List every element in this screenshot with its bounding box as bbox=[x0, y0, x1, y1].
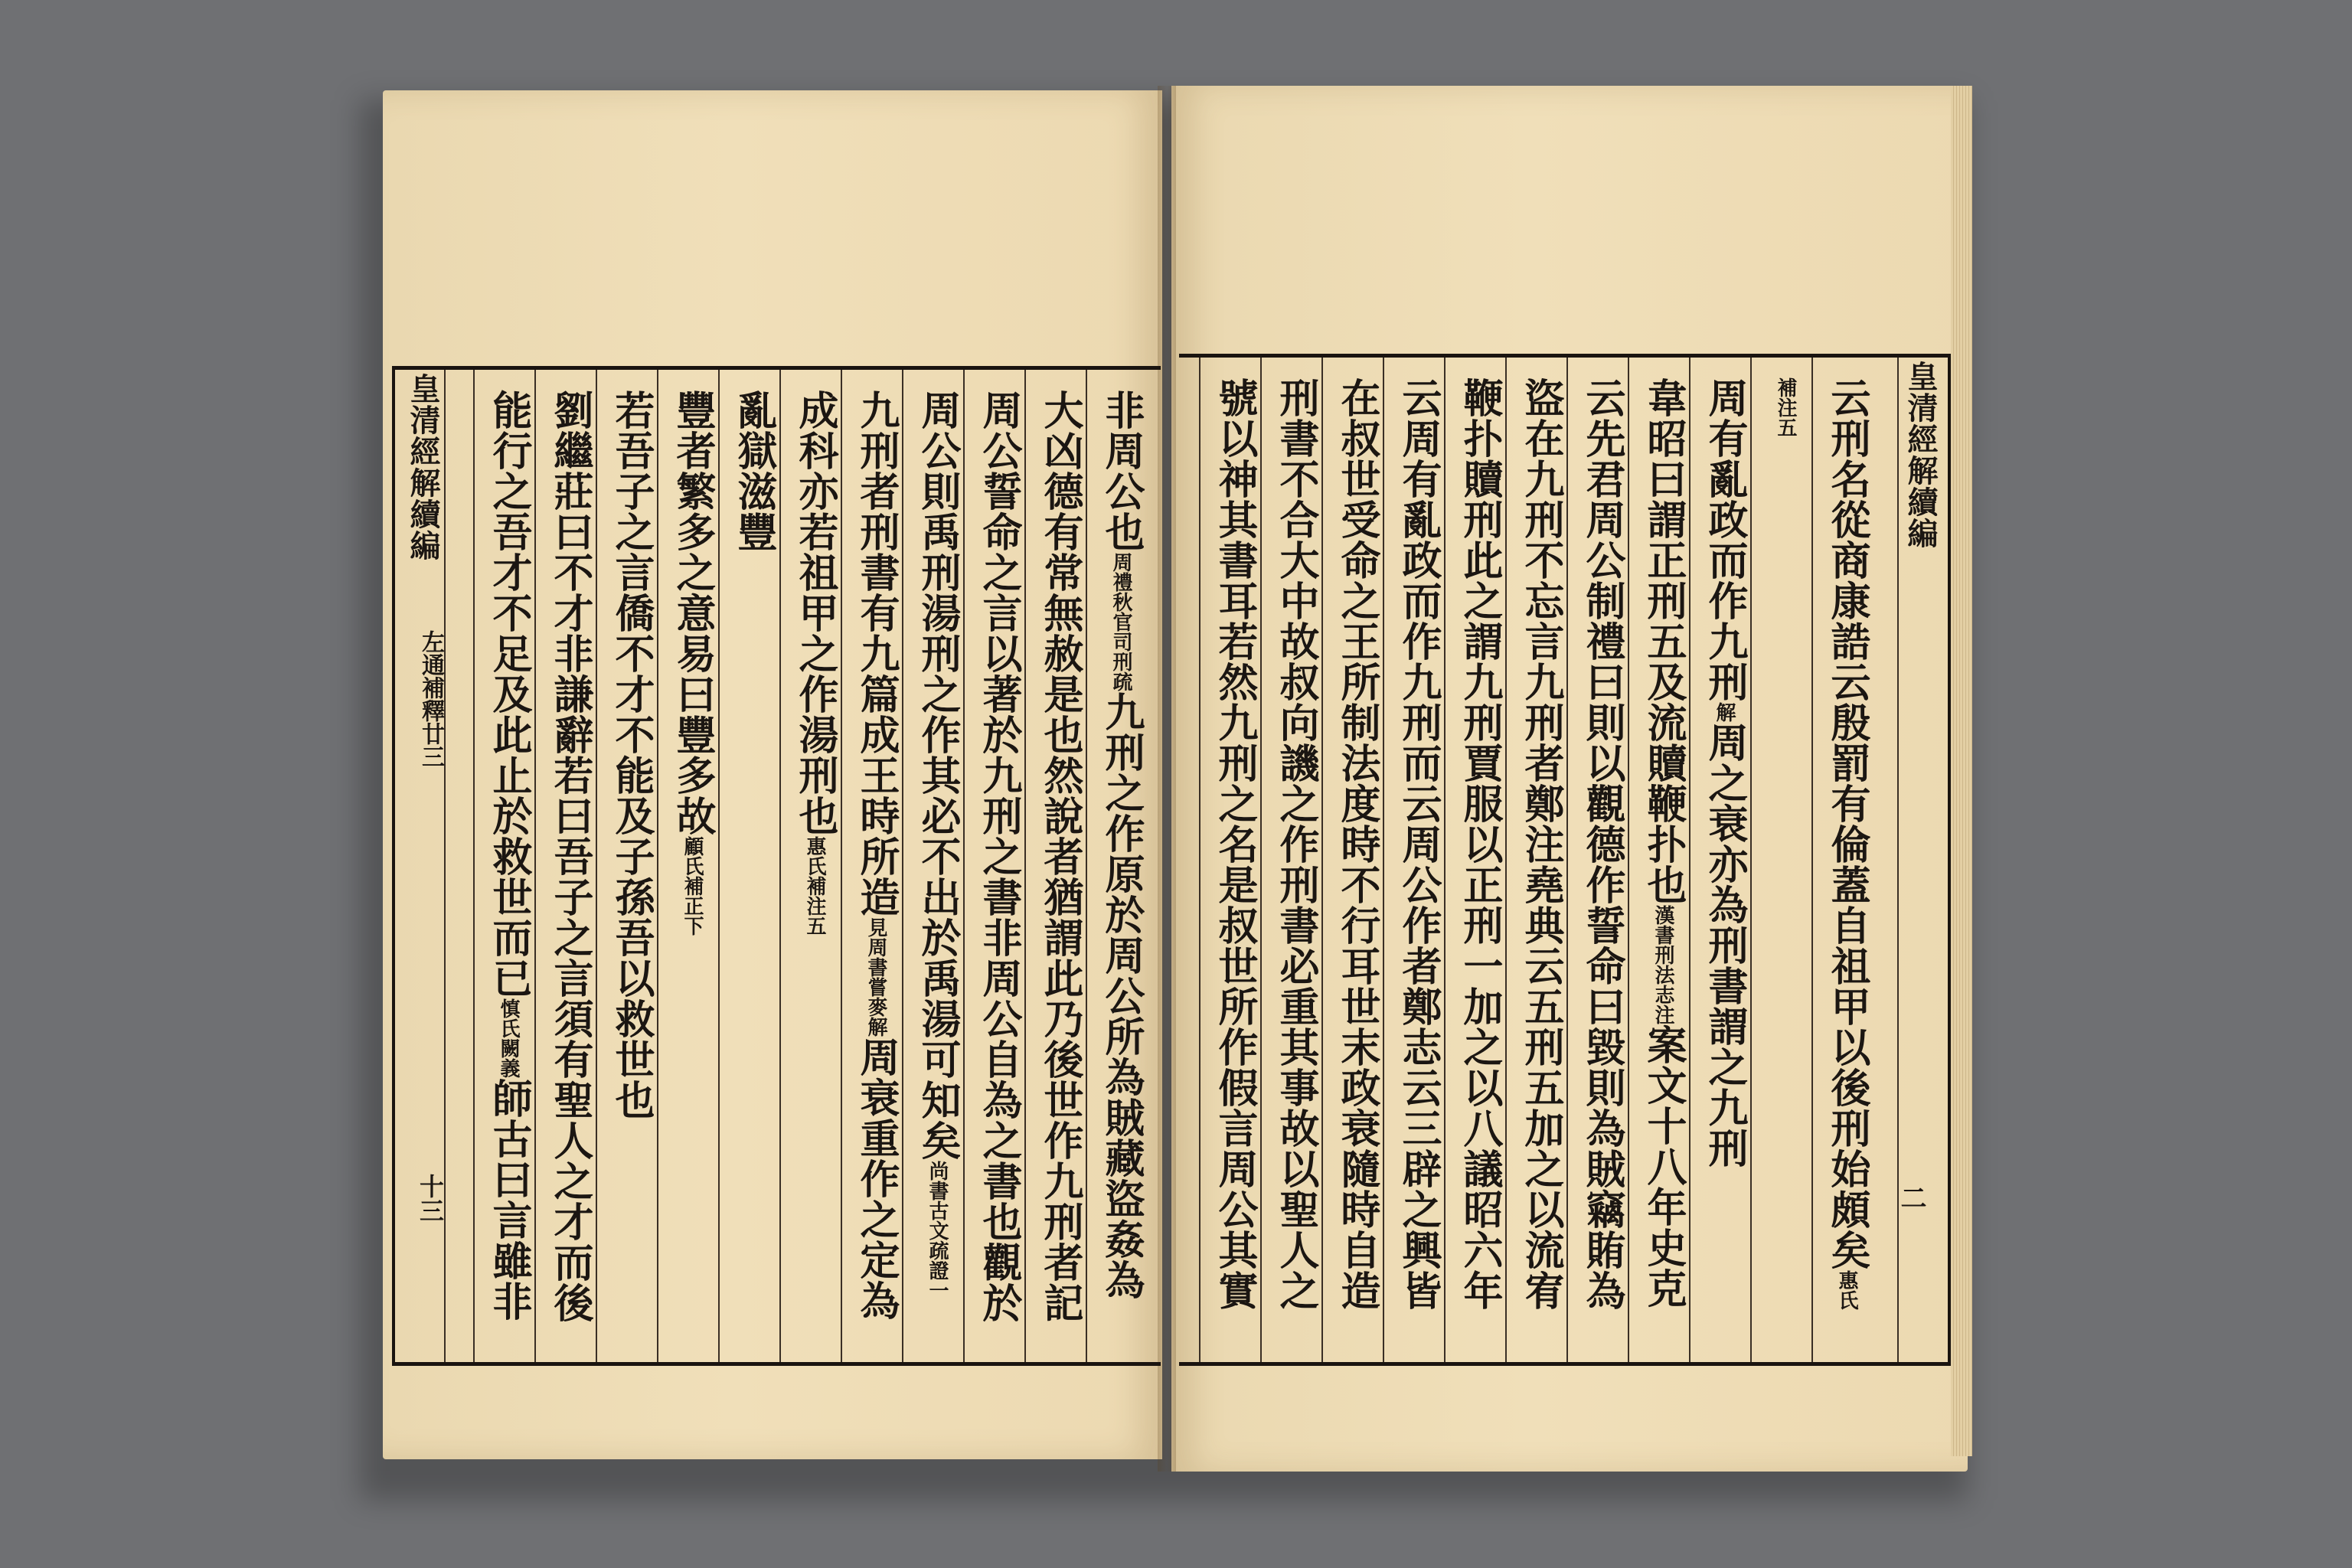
left-margin-number: 十三 bbox=[416, 1174, 445, 1223]
column-main-text: 周公誓命之言以著於九刑之書非周公自為之書也觀於 bbox=[975, 390, 1022, 1323]
column-main-text: 能行之吾才不足及此止於救世而已 bbox=[485, 390, 532, 998]
page-edges bbox=[1951, 86, 1972, 1456]
text-column bbox=[723, 390, 778, 1344]
left-margin-title: 皇清經解續編 bbox=[405, 373, 441, 561]
column-rule bbox=[779, 370, 781, 1362]
text-column bbox=[600, 390, 655, 1344]
column-rule bbox=[473, 370, 475, 1362]
column-annotation: 補注五 bbox=[1774, 377, 1797, 437]
column-rule bbox=[657, 370, 658, 1362]
text-column bbox=[1326, 377, 1381, 1344]
column-continued-text: 周之衰亦為刑書謂之九刑 bbox=[1701, 722, 1748, 1168]
column-main-text: 非周公也 bbox=[1098, 390, 1145, 552]
column-annotation: 惠氏補注五 bbox=[803, 836, 826, 936]
text-column bbox=[1510, 377, 1565, 1344]
text-column bbox=[1816, 377, 1871, 1344]
text-column bbox=[845, 390, 900, 1344]
left-text-frame bbox=[392, 366, 1161, 1366]
column-rule bbox=[596, 370, 597, 1362]
text-column bbox=[1029, 390, 1084, 1344]
text-column bbox=[1571, 377, 1626, 1344]
column-annotation: 顧氏補正下 bbox=[681, 836, 704, 936]
column-rule bbox=[841, 370, 842, 1362]
column-rule bbox=[1444, 358, 1446, 1362]
column-rule bbox=[1024, 370, 1026, 1362]
column-main-text: 周有亂政而作九刑 bbox=[1701, 377, 1748, 702]
column-rule bbox=[1383, 358, 1384, 1362]
column-main-text: 劉繼莊曰不才非謙辭若曰吾子之言須有聖人之才而後 bbox=[547, 390, 593, 1323]
text-column bbox=[784, 390, 839, 1344]
column-main-text: 刑書不合大中故叔向譏之作刑書必重其事故以聖人之 bbox=[1272, 377, 1319, 1311]
column-rule bbox=[1260, 358, 1262, 1362]
column-rule bbox=[963, 370, 965, 1362]
left-margin-subtitle: 左通補釋廿三 bbox=[417, 630, 444, 768]
column-main-text: 云先君周公制禮曰則以觀德作誓命曰毀則為賊竊賄為 bbox=[1579, 377, 1625, 1311]
column-rule bbox=[1750, 358, 1752, 1362]
text-column bbox=[1632, 377, 1687, 1344]
right-margin-number: 二 bbox=[1896, 1184, 1926, 1210]
right-text-frame bbox=[1179, 354, 1951, 1366]
column-annotation: 見周書嘗麥解 bbox=[864, 917, 887, 1037]
column-rule bbox=[1566, 358, 1568, 1362]
column-main-text: 豐者繁多之意易曰豐多故 bbox=[669, 390, 716, 836]
column-rule bbox=[534, 370, 536, 1362]
column-main-text: 成科亦若祖甲之作湯刑也 bbox=[792, 390, 838, 836]
column-rule bbox=[1811, 358, 1813, 1362]
column-rule bbox=[1689, 358, 1690, 1362]
column-annotation: 慎氏闕義 bbox=[497, 998, 520, 1078]
column-main-text: 若吾子之言僑不才不能及子孫吾以救世也 bbox=[608, 390, 655, 1120]
text-column bbox=[968, 390, 1023, 1344]
column-main-text: 九刑者刑書有九篇成王時所造 bbox=[853, 390, 900, 917]
text-column bbox=[1265, 377, 1320, 1344]
column-main-text: 亂獄滋豐 bbox=[730, 390, 777, 552]
column-main-text: 云周有亂政而作九刑而云周公作者鄭志云三辟之興皆 bbox=[1395, 377, 1442, 1311]
column-annotation: 解 bbox=[1713, 702, 1736, 722]
column-continued-text: 九刑之作原於周公所為賊藏盜姦為 bbox=[1098, 691, 1145, 1300]
text-column bbox=[539, 390, 594, 1344]
right-margin-title: 皇清經解續編 bbox=[1903, 361, 1939, 549]
column-main-text: 鞭扑贖刑此之謂九刑賈服以正刑一加之以八議昭六年 bbox=[1456, 377, 1503, 1311]
column-annotation: 周禮秋官司刑疏 bbox=[1109, 552, 1132, 691]
text-column bbox=[1694, 377, 1749, 1344]
column-main-text: 盜在九刑不忘言九刑者鄭注堯典云五刑五加之以流宥 bbox=[1517, 377, 1564, 1311]
column-annotation: 惠氏 bbox=[1835, 1270, 1858, 1310]
text-column bbox=[662, 390, 717, 1344]
column-rule bbox=[1199, 358, 1200, 1362]
column-main-text: 號以神其書耳若然九刑之名是叔世所作假言周公其實 bbox=[1211, 377, 1258, 1311]
text-column bbox=[478, 390, 533, 1344]
column-main-text: 周公則禹刑湯刑之作其必不出於禹湯可知矣 bbox=[914, 390, 961, 1161]
column-rule bbox=[1321, 358, 1323, 1362]
column-annotation: 漢書刑法志注 bbox=[1651, 905, 1674, 1024]
column-rule bbox=[1086, 370, 1087, 1362]
column-continued-text: 師古曰言雖非 bbox=[485, 1078, 532, 1321]
text-column bbox=[1449, 377, 1504, 1344]
text-column bbox=[1090, 390, 1145, 1344]
column-main-text: 韋昭曰謂正刑五及流贖鞭扑也 bbox=[1640, 377, 1687, 905]
column-main-text: 在叔世受命之王所制法度時不行耳世末政衰隨時自造 bbox=[1334, 377, 1380, 1311]
text-column bbox=[1387, 377, 1442, 1344]
column-continued-text: 案文十八年史克 bbox=[1640, 1024, 1687, 1308]
column-rule bbox=[902, 370, 903, 1362]
text-column bbox=[1204, 377, 1259, 1344]
column-main-text: 大凶德有常無赦是也然說者猶謂此乃後世作九刑者記 bbox=[1037, 390, 1083, 1323]
column-continued-text: 周衰重作之定為 bbox=[853, 1037, 900, 1321]
column-rule bbox=[1505, 358, 1507, 1362]
text-column bbox=[906, 390, 962, 1344]
column-rule bbox=[1628, 358, 1629, 1362]
column-main-text: 云刑名從商康誥云殷罰有倫蓋自祖甲以後刑始頗矣 bbox=[1824, 377, 1870, 1270]
text-column bbox=[1755, 377, 1810, 1344]
column-rule bbox=[718, 370, 720, 1362]
column-annotation: 尚書古文疏證一 bbox=[926, 1161, 949, 1300]
